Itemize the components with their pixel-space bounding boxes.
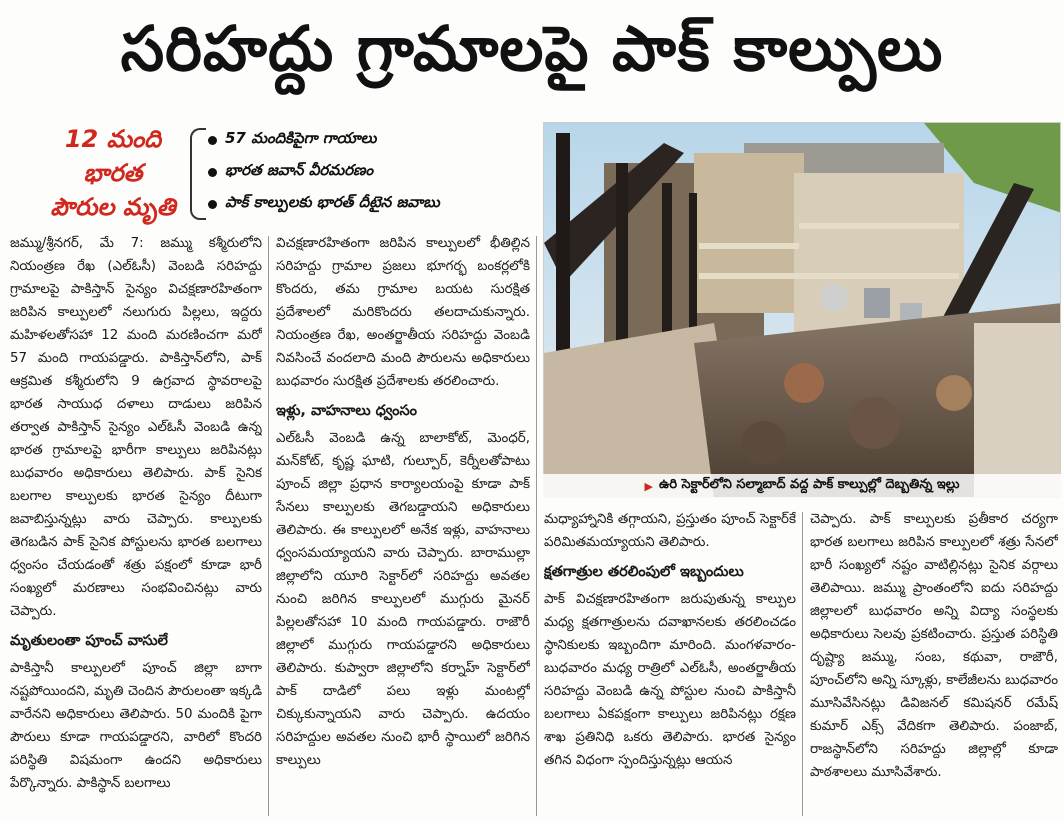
key-point-text: భారత జవాన్ వీరమరణం <box>225 161 374 179</box>
key-point <box>208 124 528 156</box>
bullet-icon <box>208 200 217 209</box>
key-point-text: 57 మందికిపైగా గాయాలు <box>225 129 377 147</box>
deaths-line-1: 12 మంది <box>64 125 162 153</box>
article-paragraph: మధ్యాహ్నానికి తగ్గాయని, ప్రస్తుతం పూంచ్ సెక్టార్‌కే పరిమితమయ్యాయని తెలిపారు. <box>544 512 796 550</box>
deaths-line-2: భారత <box>83 159 143 187</box>
key-point <box>208 156 528 188</box>
key-point-text: పాక్ కాల్పులకు భారత్ దీటైన జవాబు <box>225 193 440 211</box>
article-column-3 <box>544 508 796 820</box>
column-divider <box>268 236 269 816</box>
article-paragraph: ఎల్ఓసీ వెంబడి ఉన్న బాలాకోట్, మెంధర్, మన్‌కోట్, కృష్ణ ఘాటి, గుల్పూర్, కెర్నీలతోపాటు పూంచ్ జిల్లా ప్రధాన కార్యాలయంపై కూడా పాక్ సేనలు కాల్పులకు తెగబడ్డాయని అధికారులు తెలిపారు. ఈ కాల్పులలో అనేక ఇళ్లు, వాహనాలు ధ్వంసమయ్యాయని వారు చెప్పారు. బారాముల్లా జిల్లాలోని యూరి సెక్టార్‌లో సరిహద్దు అవతల నుంచి జరిగిన కాల్పులలో ముగ్గురు మైనర్ పిల్లలతోసహా 10 మంది గాయపడ్డారు. రాజౌరీ జిల్లాలో ముగ్గురు గాయపడ్డారని అధికారులు తెలిపారు. కుప్వారా జిల్లాలోని కర్నాహ్ సెక్టార్‌లో పాక్ దాడిలో పలు ఇళ్లు మంటల్లో చిక్కుకున్నాయని వారు చెప్పారు. ఉదయం సరిహద్దుల అవతల నుంచి భారీ స్థాయిలో జరిగిన కాల్పులు <box>276 431 530 768</box>
deaths-line-3: పౌరుల మృతి <box>50 193 176 221</box>
section-subheading: మృతులంతా పూంచ్ వాసులే <box>10 633 168 649</box>
article-column-2 <box>276 232 530 820</box>
article-column-4 <box>810 508 1058 820</box>
article-paragraph: పాకిస్తానీ కాల్పులలో పూంచ్ జిల్లా బాగా నష్టపోయిందని, మృతి చెందిన పౌరులంతా ఇక్కడి వారేనని అధికారులు తెలిపారు. 50 మందికి పైగా పౌరులు కూడా గాయపడ్డారని, వారిలో కొందరి పరిస్థితి విషమంగా ఉందని అధికారులు పేర్కొన్నారు. పాకిస్థాన్ బలగాలు <box>10 661 262 791</box>
article-paragraph: పాక్ విచక్షణారహితంగా జరుపుతున్న కాల్పుల మధ్య క్షతగాత్రులను దవాఖానలకు తరలించడం స్థానికులకు ఇబ్బందిగా మారింది. మంగళవారం-బుధవారం మధ్య రాత్రిలో ఎల్ఓసీ, అంతర్జాతీయ సరిహద్దు వెంబడి ఉన్న పోస్టుల నుంచి పాకిస్తానీ బలగాలు ఏకపక్షంగా కాల్పులు జరిపినట్లు రక్షణ శాఖ ప్రతినిధి ఒకరు తెలిపారు. భారత సైన్యం తగిన విధంగా స్పందిస్తున్నట్లు ఆయన <box>544 592 796 768</box>
caption-marker-icon: ▶ <box>644 479 653 493</box>
column-divider <box>802 512 803 816</box>
key-point <box>208 188 528 220</box>
article-column-1 <box>10 232 262 820</box>
deaths-highlight <box>38 122 188 224</box>
section-subheading: క్షతగాత్రుల తరలింపులో ఇబ్బందులు <box>544 564 744 580</box>
headline: సరిహద్దు గ్రామాలపై పాక్ కాల్పులు <box>120 12 944 85</box>
key-points <box>208 124 528 220</box>
photo-caption-text: ఉరి సెక్టార్‌లోని సల్మాబాద్ వద్ద పాక్ కాల్పుల్లో దెబ్బతిన్న ఇల్లు <box>658 477 960 492</box>
photo-caption <box>543 474 1061 498</box>
article-paragraph: విచక్షణారహితంగా జరిపిన కాల్పులలో భీతిల్లిన సరిహద్దు గ్రామాల ప్రజలు భూగర్భ బంకర్లలోకి కొందరు, తమ గ్రామాల బయట సురక్షిత ప్రదేశాలలో మరికొందరు తలదాచుకున్నారు. నియంత్రణ రేఖ, అంతర్జాతీయ సరిహద్దు వెంబడి నివసించే వందలాది మంది పౌరులను అధికారులు బుధవారం సురక్షిత ప్రదేశాలకు తరలించారు. <box>276 236 530 389</box>
photo-illustration <box>544 123 1061 498</box>
column-divider <box>536 236 537 816</box>
bullet-icon <box>208 168 217 177</box>
bullet-icon <box>208 136 217 145</box>
bracket-divider <box>190 128 206 220</box>
article-paragraph: జమ్ము/శ్రీనగర్, మే 7: జమ్ము కశ్మీరులోని నియంత్రణ రేఖ (ఎల్ఓసీ) వెంబడి సరిహద్దు గ్రామాలపై పాకిస్తాన్ సైన్యం విచక్షణారహితంగా జరిపిన కాల్పులలో నలుగురు పిల్లలు, ఇద్దరు మహిళలతోసహా 12 మంది మరణించగా మరో 57 మంది గాయపడ్డారు. పాకిస్తాన్‌లోని, పాక్ ఆక్రమిత కశ్మీరులోని 9 ఉగ్రవాద స్థావరాలపై భారత సాయుధ దళాలు దాడులు జరిపిన తర్వాత పాకిస్తాన్ సైన్యం ఎల్ఓసీ వెంబడి ఉన్న భారత గ్రామాలపై భారీగా కాల్పులు జరిపినట్లు బుధవారం అధికారులు తెలిపారు. పాక్ సైనిక బలగాల కాల్పులకు భారత సైన్యం దీటుగా జవాబిస్తున్నట్లు వారు చెప్పారు. కాల్పులకు తెగబడిన పాక్ సైనిక పోస్టులను భారత బలగాలు ధ్వంసం చేయడంతో శత్రు పక్షంలో కూడా భారీ సంఖ్యలో మరణాలు సంభవించినట్లు వారు చెప్పారు. <box>10 236 262 619</box>
article-paragraph: చెప్పారు. పాక్ కాల్పులకు ప్రతీకార చర్యగా భారత బలగాలు జరిపిన కాల్పులలో శత్రు సేనలో భారీ సంఖ్యలో నష్టం వాటిల్లినట్లు సైనిక వర్గాలు తెలిపాయి. జమ్ము ప్రాంతంలోని ఐదు సరిహద్దు జిల్లాలలో బుధవారం అన్ని విద్యా సంస్థలకు అధికారులు సెలవు ప్రకటించారు. ప్రస్తుత పరిస్థితి దృష్ట్యా జమ్ము, సంబ, కథువా, రాజౌరీ, పూంచ్‌లోని అన్ని స్కూళ్లు, కాలేజీలను బుధవారం మూసివేసినట్లు డివిజనల్ కమిషనర్ రమేష్ కుమార్ ఎక్స్ వేదికగా తెలిపారు. పంజాబ్, రాజస్థాన్‌లోని సరిహద్దు జిల్లాల్లో కూడా పాఠశాలలు మూసివేశారు. <box>810 512 1058 780</box>
burnt-house-photo <box>543 122 1061 498</box>
section-subheading: ఇళ్లు, వాహనాలు ధ్వంసం <box>276 403 418 419</box>
